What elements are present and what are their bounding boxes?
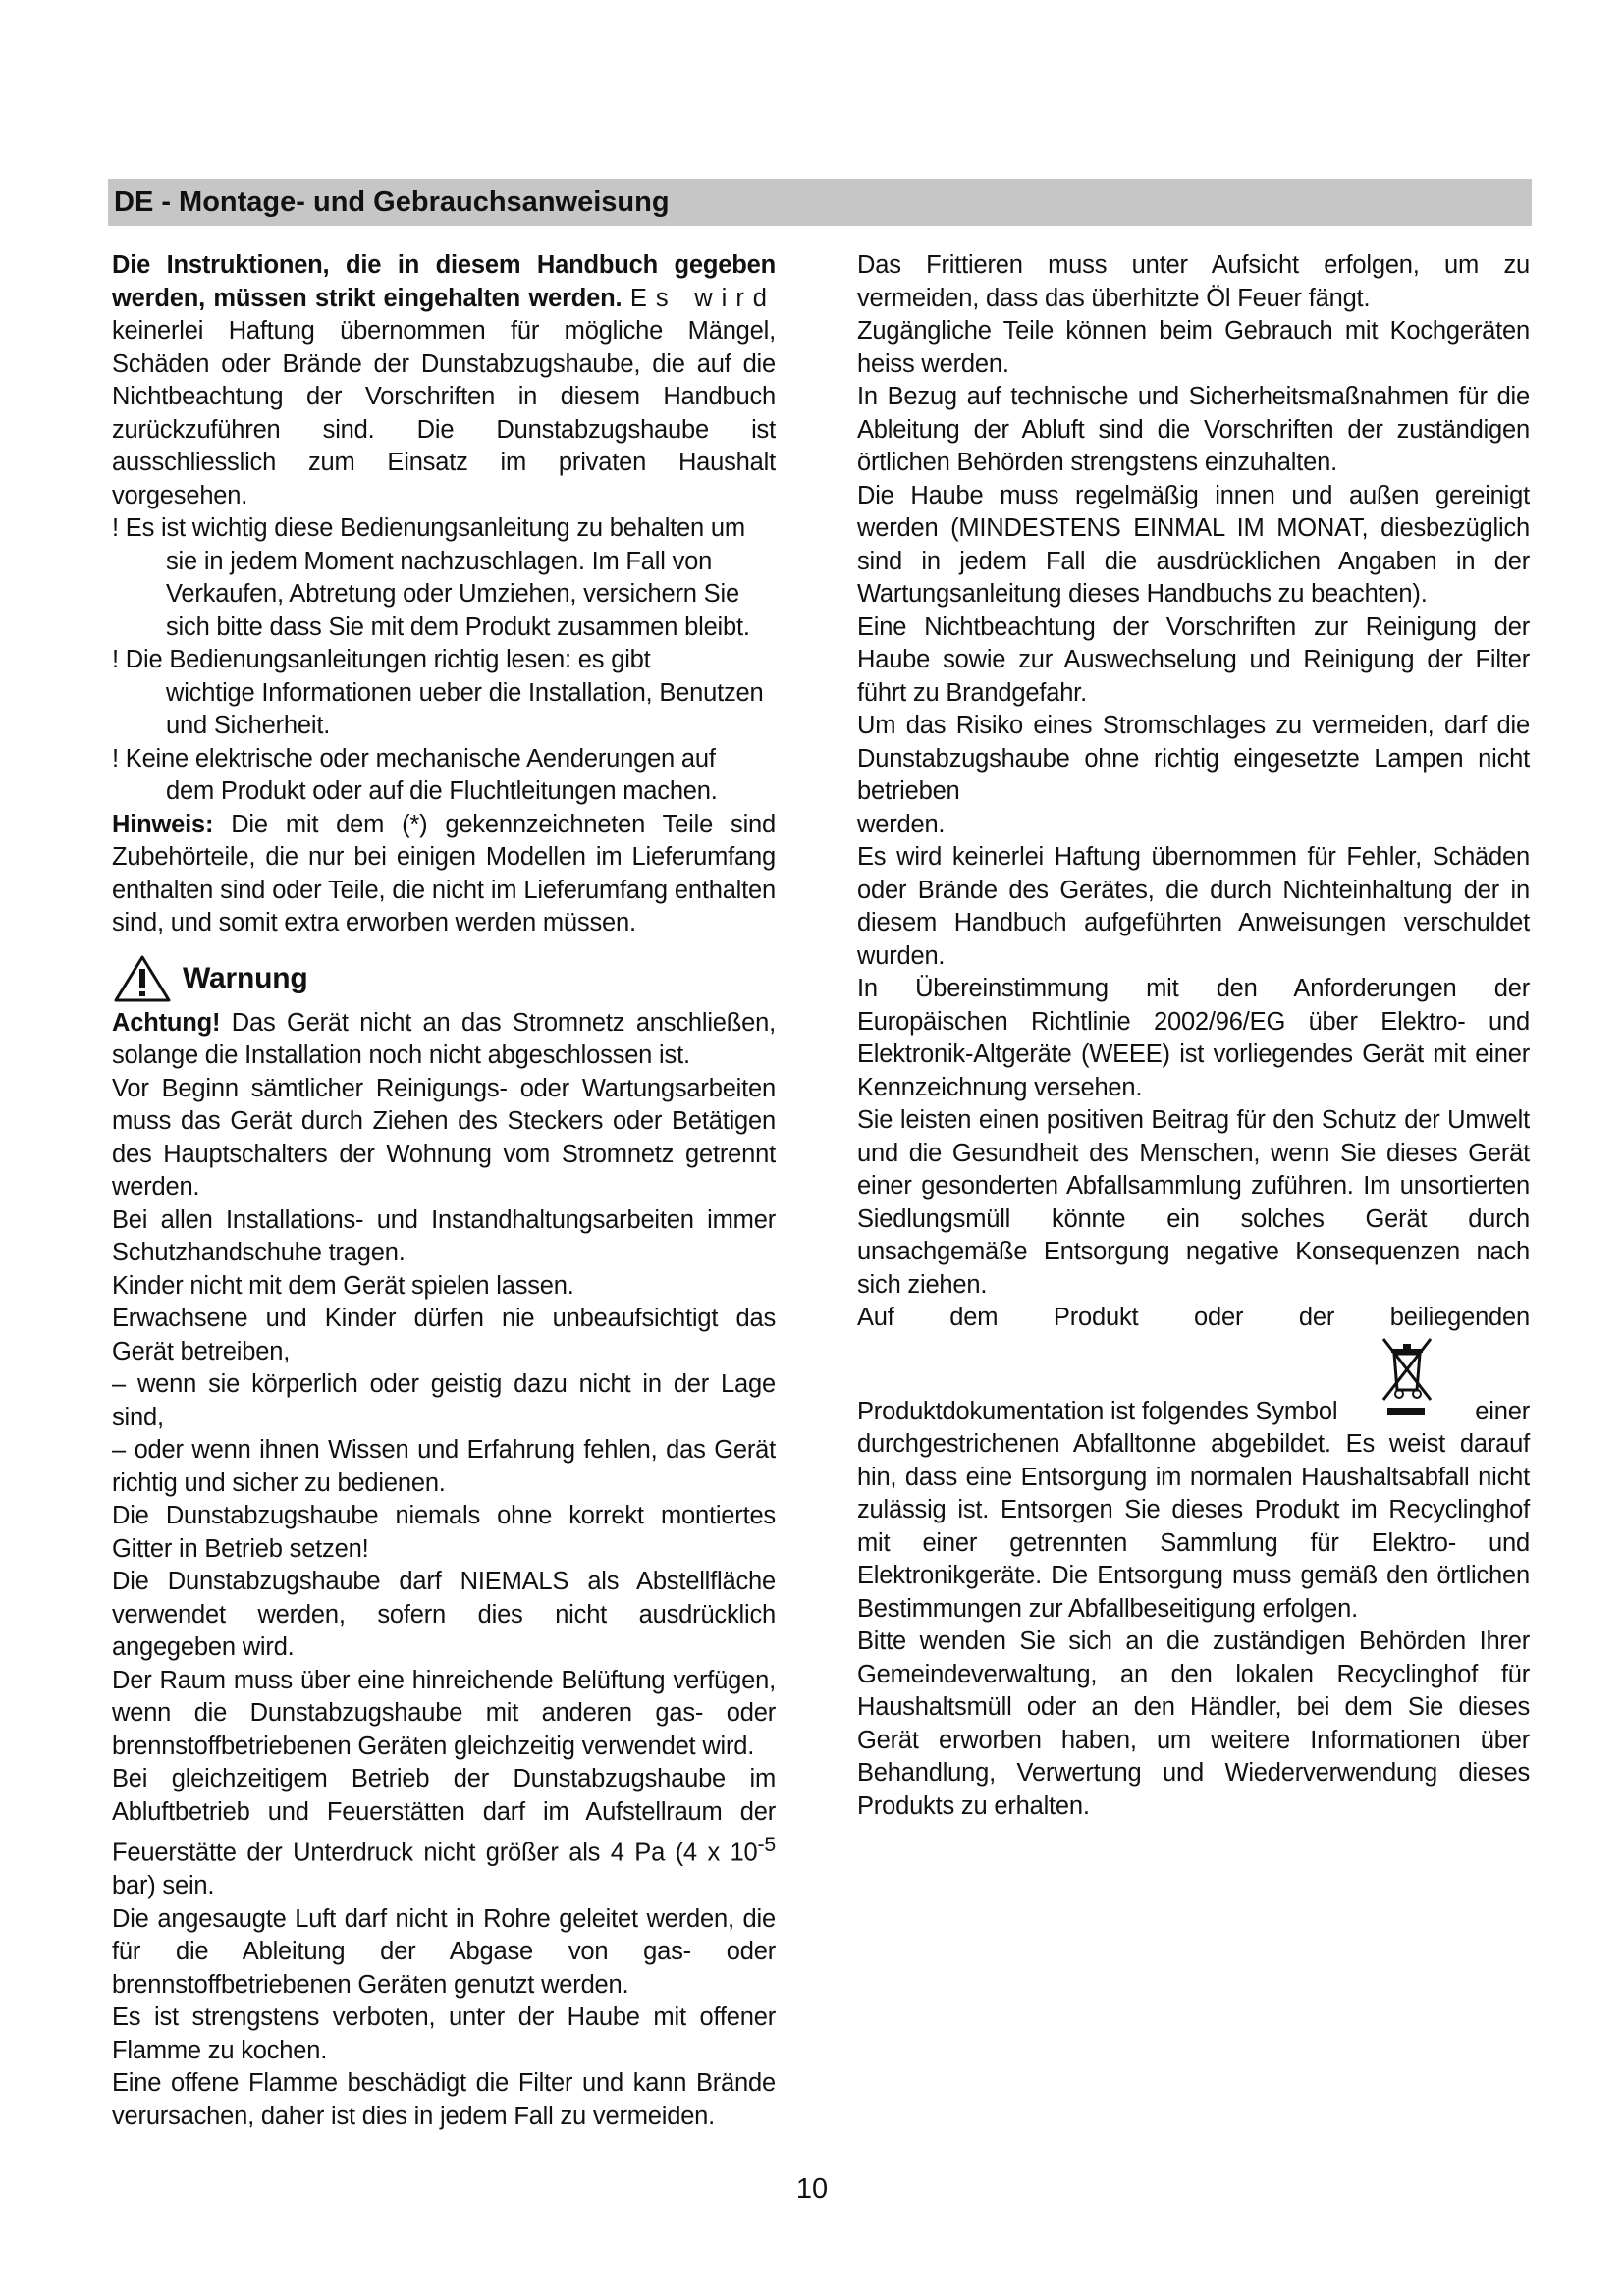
paragraph: Vor Beginn sämtlicher Reinigungs- oder Wartungsarbeiten muss das Gerät durch Ziehen des Steckers oder Betätigen des Hauptschalters der Wohnung vom Stromnetz getrennt werden. xyxy=(112,1074,776,1201)
paragraph: Es wird keinerlei Haftung übernommen für Fehler, Schäden oder Brände des Gerätes, die durch Nichteinhaltung der in diesem Handbuch aufgeführten Anweisungen verschuldet wurden. xyxy=(857,843,1530,970)
paragraph: Um das Risiko eines Stromschlages zu vermeiden, darf die Dunstabzugshaube ohne richtig eingesetzte Lampen nicht betrieben xyxy=(857,712,1530,805)
paragraph: Eine Nichtbeachtung der Vorschriften zur Reinigung der Haube sowie zur Auswechselung und Reinigung der Filter führt zu Brandgefahr. xyxy=(857,613,1530,707)
paragraph: Das Frittieren muss unter Aufsicht erfolgen, um zu vermeiden, dass das überhitzte Öl Feuer fängt. xyxy=(857,251,1530,312)
pressure-text: Bei gleichzeitigem Betrieb der Dunstabzugshaube im Abluftbetrieb und Feuerstätten darf im Aufstellraum der Feuerstätte der Unterdruck nicht größer als 4 Pa (4 x 10 xyxy=(112,1765,776,1867)
paragraph: Die Haube muss regelmäßig innen und außen gereinigt werden (MINDESTENS EINMAL IM MONAT, diesbezüglich sind in jedem Fall die ausdrücklichen Angaben in der Wartungsanleitung dieses Handbuchs zu beachten). xyxy=(857,481,1530,608)
achtung-text: Das Gerät nicht an das Stromnetz anschließen, solange die Installation noch nicht abgeschlossen ist. xyxy=(112,1008,776,1069)
paragraph: Es ist strengstens verboten, unter der Haube mit offener Flamme zu kochen. xyxy=(112,2003,776,2064)
pressure-unit-text: bar) sein. xyxy=(112,1872,215,1899)
bullet-continuation: dem Produkt oder auf die Fluchtleitungen machen. xyxy=(166,777,718,805)
weee-bar-symbol xyxy=(1387,1408,1425,1415)
paragraph: Zugängliche Teile können beim Gebrauch mit Kochgeräten heiss werden. xyxy=(857,317,1530,378)
bullet-first-line: ! Keine elektrische oder mechanische Aenderungen auf xyxy=(112,744,716,773)
pressure-paragraph xyxy=(112,1763,776,1903)
pressure-exponent: -5 xyxy=(757,1833,776,1856)
intro-bold-text: Die Instruktionen, die in diesem Handbuch gegeben werden, müssen strikt eingehalten werden. xyxy=(112,251,776,312)
paragraph: Bei allen Installations- und Instandhaltungsarbeiten immer Schutzhandschuhe tragen. xyxy=(112,1205,776,1266)
hinweis-text: Die mit dem (*) gekennzeichneten Teile sind Zubehörteile, die nur bei einigen Modellen im Lieferumfang enthalten sind oder Teile, die nicht im Lieferumfang enthalten sind, und somit extra erworben werden müssen. xyxy=(112,810,776,936)
left-column xyxy=(112,249,776,2133)
paragraph: Der Raum muss über eine hinreichende Belüftung verfügen, wenn die Dunstabzugshaube mit anderen gas- oder brennstoffbetriebenen Geräten gleichzeitig verwendet wird. xyxy=(112,1666,776,1760)
warning-heading xyxy=(112,954,776,1003)
bullet-item xyxy=(112,644,776,743)
right-column xyxy=(857,249,1530,1823)
paragraph: Sie leisten einen positiven Beitrag für den Schutz der Umwelt und die Gesundheit des Menschen, wenn Sie dieses Gerät einer gesonderten Abfallsammlung zuführen. Im unsortierten Siedlungsmüll könnte ein solches Gerät durch unsachgemäße Entsorgung negative Konsequenzen nach sich ziehen. xyxy=(857,1106,1530,1299)
paragraph: werden. xyxy=(857,810,946,838)
bullet-continuation: sie in jedem Moment nachzuschlagen. Im Fall von Verkaufen, Abtretung oder Umziehen, versichern Sie sich bitte dass Sie mit dem Produkt zusammen bleibt. xyxy=(166,547,750,641)
achtung-paragraph xyxy=(112,1007,776,1073)
bullet-item xyxy=(112,512,776,644)
bullet-continuation: wichtige Informationen ueber die Installation, Benutzen und Sicherheit. xyxy=(166,678,764,739)
paragraph: Die angesaugte Luft darf nicht in Rohre geleitet werden, die für die Ableitung der Abgase von gas- oder brennstoffbetriebenen Geräten genutzt werden. xyxy=(112,1904,776,1999)
paragraph: In Übereinstimmung mit den Anforderungen der Europäischen Richtlinie 2002/96/EG über Elektro- und Elektronik-Altgeräte (WEEE) ist vorliegendes Gerät mit einer Kennzeichnung versehen. xyxy=(857,975,1530,1101)
weee-rest-paragraph: durchgestrichenen Abfalltonne abgebildet. Es weist darauf hin, dass eine Entsorgung im normalen Haushaltsabfall nicht zulässig ist. Entsorgen Sie dieses Produkt im Recyclinghof mit einer getrennten Sammlung für Elektro- und Elektronikgeräte. Die Entsorgung muss gemäß den örtlichen Bestimmungen zur Abfallbeseitigung erfolgen. xyxy=(857,1430,1530,1623)
crossed-out-bin-icon xyxy=(1378,1335,1436,1404)
intro-rest-text: keinerlei Haftung übernommen für mögliche Mängel, Schäden oder Brände der Dunstabzugshaube, die auf die Nichtbeachtung der Vorschriften in diesem Handbuch zurückzuführen sind. Die Dunstabzugshaube ist ausschliesslich zum Einsatz im privaten Haushalt vorgesehen. xyxy=(112,317,776,509)
hinweis-label: Hinweis: xyxy=(112,810,214,838)
paragraph: – wenn sie körperlich oder geistig dazu nicht in der Lage sind, xyxy=(112,1370,776,1431)
warning-triangle-icon xyxy=(112,954,173,1003)
paragraph: Die Dunstabzugshaube niemals ohne korrekt montiertes Gitter in Betrieb setzen! xyxy=(112,1502,776,1563)
weee-line-2-end: einer xyxy=(1475,1397,1530,1425)
intro-paragraph xyxy=(112,249,776,512)
weee-line-2-start: Produktdokumentation ist folgendes Symbol xyxy=(857,1397,1338,1425)
final-paragraph: Bitte wenden Sie sich an die zuständigen Behörden Ihrer Gemeindeverwaltung, an den lokalen Recyclinghof für Haushaltsmüll oder an den Händler, bei dem Sie dieses Gerät erworben haben, um weitere Informationen über Behandlung, Verwertung und Wiederverwendung dieses Produkts zu erhalten. xyxy=(857,1628,1530,1820)
paragraph: Kinder nicht mit dem Gerät spielen lassen. xyxy=(112,1271,574,1300)
page-number: 10 xyxy=(795,2173,829,2205)
bullet-item xyxy=(112,743,776,809)
intro-spaced-text: Es wird xyxy=(629,284,776,312)
bullet-first-line: ! Es ist wichtig diese Bedienungsanleitung zu behalten um xyxy=(112,514,745,542)
section-header: DE - Montage- und Gebrauchsanweisung xyxy=(108,179,1532,226)
warning-title: Warnung xyxy=(183,961,308,994)
weee-paragraph xyxy=(857,1302,1530,1335)
bullet-first-line: ! Die Bedienungsanleitungen richtig lesen: es gibt xyxy=(112,646,651,673)
weee-line-1: Auf dem Produkt oder der beiliegenden xyxy=(857,1304,1530,1331)
paragraph: Die Dunstabzugshaube darf NIEMALS als Abstellfläche verwendet werden, sofern dies nicht ausdrücklich angegeben wird. xyxy=(112,1568,776,1661)
paragraph: – oder wenn ihnen Wissen und Erfahrung fehlen, das Gerät richtig und sicher zu bedienen. xyxy=(112,1436,776,1497)
paragraph: Eine offene Flamme beschädigt die Filter und kann Brände verursachen, daher ist dies in jedem Fall zu vermeiden. xyxy=(112,2069,776,2130)
achtung-label: Achtung! xyxy=(112,1008,221,1037)
paragraph: Erwachsene und Kinder dürfen nie unbeaufsichtigt das Gerät betreiben, xyxy=(112,1305,776,1365)
paragraph: In Bezug auf technische und Sicherheitsmaßnahmen für die Ableitung der Abluft sind die Vorschriften der zuständigen örtlichen Behörden strengstens einzuhalten. xyxy=(857,383,1530,476)
hinweis-paragraph xyxy=(112,809,776,940)
weee-symbol-row xyxy=(857,1335,1530,1396)
